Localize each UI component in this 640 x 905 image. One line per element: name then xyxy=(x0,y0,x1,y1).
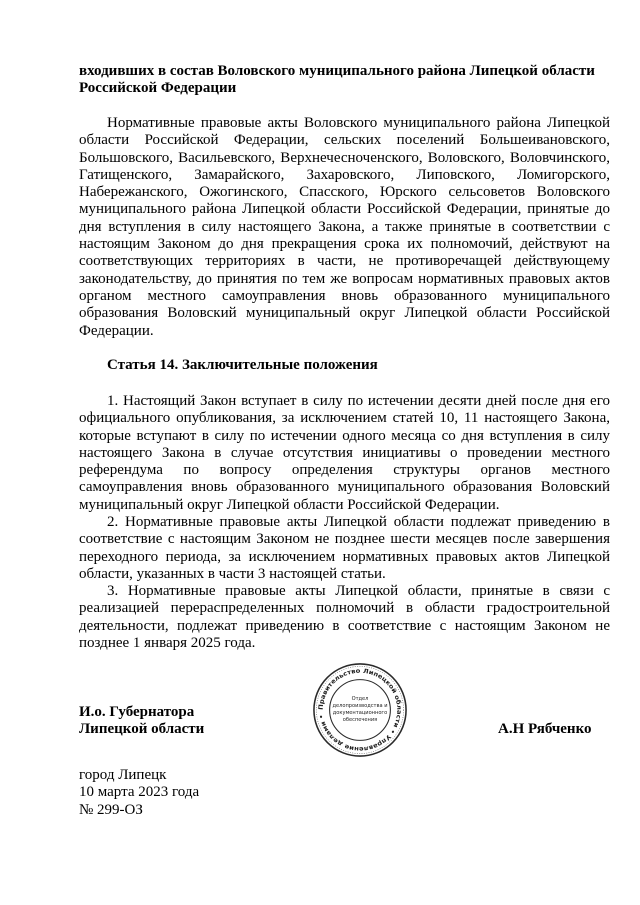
stamp-center-line-3: документационного xyxy=(332,709,388,716)
signatory-position-line-2: Липецкой области xyxy=(79,721,205,738)
stamp-center-line-4: обеспечения xyxy=(342,716,378,723)
footer-date: 10 марта 2023 года xyxy=(79,784,200,801)
signatory-position-line-1: И.о. Губернатора xyxy=(79,704,195,720)
article-item-2: 2. Нормативные правовые акты Липецкой области подлежат приведению в соответствие с настоящим Законом не позднее шести месяцев после завершения переходного периода, за исключением нормативных правовых актов Липецкой области, указанных в части 3 настоящей статьи. xyxy=(79,514,610,582)
article-item-1: 1. Настоящий Закон вступает в силу по истечении десяти дней после дня его официального опубликования, за исключением статей 10, 11 настоящего Закона, которые вступают в силу по истечении одного месяца со дня вступления в силу настоящего Закона в случае отсутствия инициативы о проведении местного референдума по вопросу определения структуры органов местного самоуправления вновь образованного муниципального образования Воловский муниципальный округ Липецкой области Российской Федерации. xyxy=(79,393,610,513)
footer-number: № 299-ОЗ xyxy=(79,801,143,818)
stamp-center-text xyxy=(332,696,387,723)
heading-line-2: Российской Федерации xyxy=(79,80,237,97)
article-14-title: Статья 14. Заключительные положения xyxy=(107,357,378,373)
footer-city: город Липецк xyxy=(79,767,167,783)
signatory-position xyxy=(79,704,279,739)
continued-heading xyxy=(79,63,610,98)
signatory-name: А.Н Рябченко xyxy=(498,721,592,737)
stamp-ring-text: Правительство Липецкой области • Управление делами • xyxy=(317,667,403,753)
official-stamp xyxy=(311,661,409,759)
document-footer xyxy=(79,767,329,819)
article-item-3: 3. Нормативные правовые акты Липецкой области, принятые в связи с реализацией перераспределенных полномочий в области градостроительной деятельности, подлежат приведению в соответствие с настоящим Законом не позднее 1 января 2025 года. xyxy=(79,583,610,651)
legal-acts-paragraph: Нормативные правовые акты Воловского муниципального района Липецкой области Российской Федерации, сельских поселений Большеивановского, Большовского, Васильевского, Верхнечесноченского, Воловского, Воловчинского, Гатищенского, Замарайского, Захаровского, Липовского, Ломигорского, Набережанского, Ожогинского, Спасского, Юрского сельсоветов Воловского муниципального района Липецкой области Российской Федерации, принятые до дня вступления в силу настоящего Закона, а также принятые в соответствии с настоящим Законом до дня прекращения срока их полномочий, действуют на соответствующих территориях в части, не противоречащей действующему законодательству, до принятия по тем же вопросам нормативных правовых актов органом местного самоуправления вновь образованного муниципального образования Воловский муниципальный округ Липецкой области Российской Федерации. xyxy=(79,115,610,339)
stamp-center-line-1: Отдел xyxy=(351,696,369,703)
stamp-center-line-2: делопроизводства и xyxy=(332,703,388,710)
heading-line-1: входивших в состав Воловского муниципального района Липецкой области xyxy=(79,63,595,79)
